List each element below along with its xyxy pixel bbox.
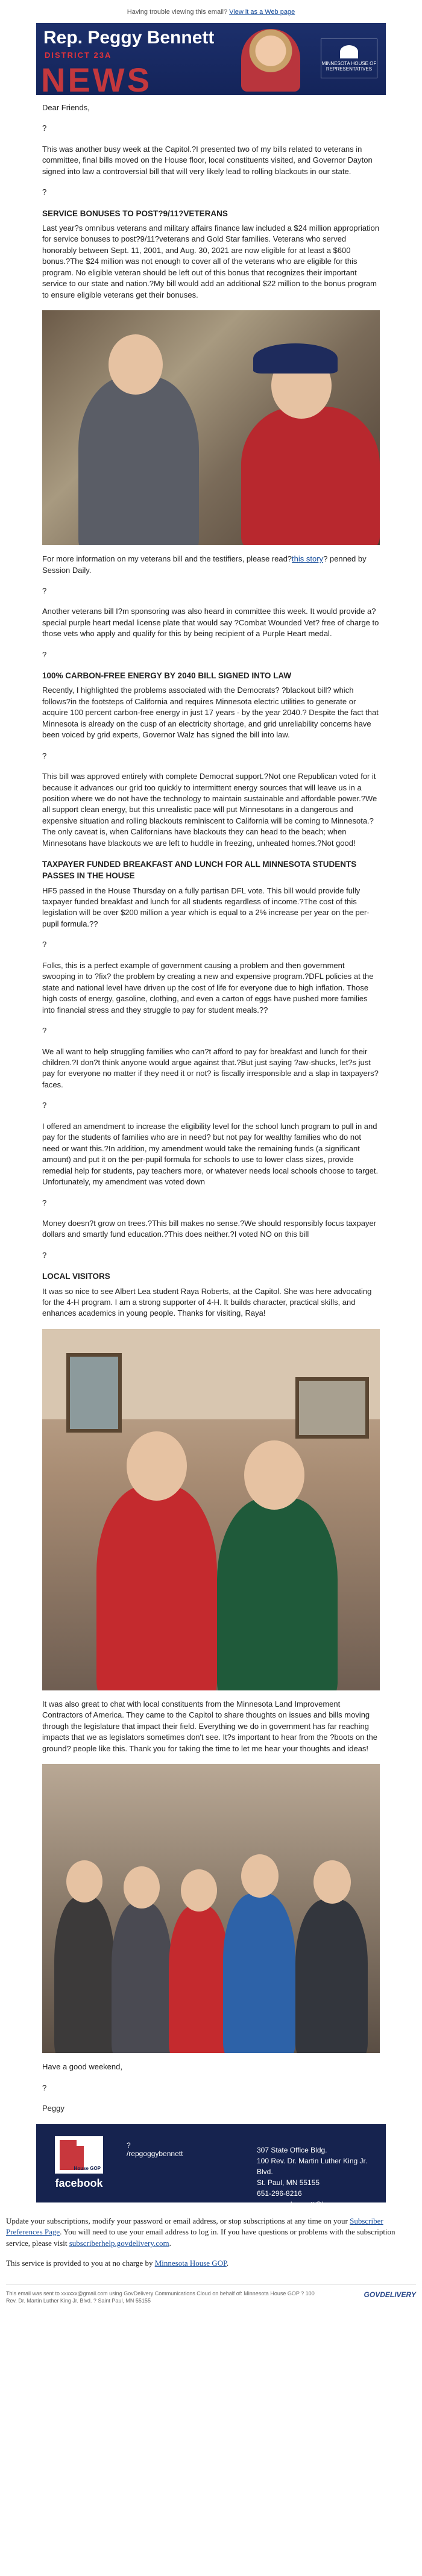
footer-logos bbox=[36, 2124, 122, 2202]
footer-spacer: ? bbox=[127, 2140, 131, 2149]
subscription-line bbox=[6, 2216, 416, 2250]
view-as-web-page-link[interactable]: View it as a Web page bbox=[229, 8, 295, 16]
subscriber-help-link[interactable]: subscriberhelp.govdelivery.com bbox=[69, 2239, 169, 2248]
email-container bbox=[36, 23, 386, 2209]
spacer-text: ? bbox=[42, 2083, 47, 2092]
photo-person-head bbox=[109, 334, 163, 395]
subscription-post: . bbox=[169, 2239, 171, 2248]
footer-social bbox=[122, 2124, 252, 2202]
photo-person bbox=[223, 1893, 295, 2053]
photo-person-head bbox=[66, 1860, 102, 1902]
spacer-text: ? bbox=[42, 123, 47, 133]
provider-pre: This service is provided to you at no charge by bbox=[6, 2259, 155, 2268]
footer-contact bbox=[252, 2124, 386, 2209]
header-banner bbox=[36, 23, 386, 95]
veterans-paragraph: Last year?s omnibus veterans and military affairs finance law included a $24 million appropriation for service bonuses to post?9/11?veterans and Gold Star families. Veterans who served honorably between Sept. 11, 2001, and Aug. 30, 2021 are now eligible for at least a $600 bonus.?The $24 million was not enough to cover all of the veterans who are eligible for this program. No eligible veteran should be left out of this bonus that recognizes their important service to our state and nation.?My bill would add an additional $22 million to the bonus program to ensure eligible veterans get their bonuses. bbox=[42, 223, 380, 299]
house-gop-logo-text: House GOP bbox=[74, 2166, 101, 2171]
address-line-1: 307 State Office Bldg. bbox=[257, 2145, 327, 2154]
email-link[interactable]: rep.peggy.bennett@house.mn bbox=[257, 2199, 354, 2209]
visitors-heading: LOCAL VISITORS bbox=[42, 1272, 110, 1281]
spacer-text: ? bbox=[42, 940, 47, 949]
student-visitor-photo bbox=[42, 1329, 380, 1690]
energy-paragraph: Recently, I highlighted the problems associated with the Democrats? ?blackout bill? which follows?in the footsteps of California and requires Minnesota electric utilities to generate or acquire 100 percent carbon-free energy in just 17 years - by the year 2040.? Despite the fact that Minnesota is already on the cusp of an electricity shortage, and grid unreliability concerns have been voiced by grid experts, Governor Walz has signed the bill into law. bbox=[42, 686, 379, 740]
capitol-label: MINNESOTA HOUSE OF REPRESENTATIVES bbox=[321, 61, 377, 72]
address-line-3: St. Paul, MN 55155 bbox=[257, 2178, 320, 2187]
closing: Have a good weekend, bbox=[42, 2062, 122, 2072]
more-info-post: ? penned by Session Daily. bbox=[42, 554, 367, 575]
footer bbox=[36, 2124, 386, 2209]
photo-person bbox=[112, 1902, 172, 2053]
photo-person-head bbox=[241, 1854, 279, 1898]
photo-person-head bbox=[313, 1860, 351, 1904]
spacer-text: ? bbox=[42, 751, 47, 760]
photo-person-head bbox=[244, 1440, 304, 1510]
subscription-pre: Update your subscriptions, modify your password or email address, or stop subscriptions at any time on your bbox=[6, 2216, 350, 2225]
spacer-text: ? bbox=[42, 586, 47, 595]
representative-portrait bbox=[241, 29, 300, 92]
spacer-text: ? bbox=[42, 187, 47, 197]
photo-person bbox=[169, 1905, 229, 2053]
photo-person bbox=[96, 1486, 217, 1690]
more-info-paragraph bbox=[42, 554, 380, 576]
contractors-group-photo bbox=[42, 1764, 380, 2053]
visitors-paragraph-2: It was also great to chat with local constituents from the Minnesota Land Improvement Contractors of America. They came to the Capitol to share thoughts on issues and bills moving through the legislature that impact their field. Everything we do in government has far reaching impacts that we as legislators sometimes don't see. It?s important to hear from the ?boots on the ground? people like this. Thank you for taking the time to let me hear your thoughts and ideas! bbox=[42, 1699, 377, 1753]
photo-person bbox=[295, 1899, 368, 2053]
energy-paragraph-2: This bill was approved entirely with complete Democrat support.?Not one Republican voted for it because it advances our grid too quickly to intermittent energy sources that will leave us in a position where we do not have the technology to maintain sustainable and affordable power.?We all support clean energy, but this unrealistic pace will put Minnesotans in a dangerous and expensive situation and rolling blackouts reminiscent to California will be coming to Minnesota.?The only caveat is, when Californians have blackouts they can head to the beach; when Minnesotans have blackouts we are left to huddle in freezing, unheated homes.?Not good! bbox=[42, 772, 377, 848]
lunch-paragraph: HF5 passed in the House Thursday on a fully partisan DFL vote. This bill would provide fully taxpayer funded breakfast and lunch for all students regardless of income.?The cost of this legislation will be over $200 million a year which is equal to a 2% increase per year on the per-pupil formula.?? bbox=[42, 886, 370, 928]
lunch-paragraph-5: Money doesn?t grow on trees.?This bill makes no sense.?We should responsibly focus taxpayer dollars and smartly fund education.?This does neither.?I voted NO on this bill bbox=[42, 1219, 376, 1239]
committee-photo bbox=[42, 310, 380, 545]
veterans-heading: SERVICE BONUSES TO POST?9/11?VETERANS bbox=[42, 208, 228, 218]
provider-line bbox=[6, 2258, 416, 2269]
house-seal-logo bbox=[321, 39, 377, 78]
subscription-mid: . You will need to use your email address to log in. If you have questions or problems with the subscription service, please visit bbox=[6, 2227, 395, 2248]
facebook-icon[interactable]: facebook bbox=[55, 2177, 103, 2189]
lunch-paragraph-2: Folks, this is a perfect example of government causing a problem and then government swooping in to ?fix? the problem by creating a new and expensive program.?DFL policies at the state and national level have driven up the cost of life for everyone due to high inflation. Those high costs of energy, gasoline, clothing, and even a carton of eggs have pushed more families into financial stress and they struggle to pay for student meals.?? bbox=[42, 960, 374, 1014]
lunch-heading: TAXPAYER FUNDED BREAKFAST AND LUNCH FOR ALL MINNESOTA STUDENTS PASSES IN THE HOUSE bbox=[42, 860, 357, 881]
wall-frame bbox=[66, 1353, 122, 1433]
spacer-text: ? bbox=[42, 649, 47, 659]
govdelivery-logo[interactable]: GOVDELIVERY bbox=[364, 2290, 416, 2299]
visitors-paragraph: It was so nice to see Albert Lea student Raya Roberts, at the Capitol. She was here advocating for the 4-H program. I am a strong supporter of 4-H. It builds character, practical skills, and enhances academics in young people. Thanks for visiting, Raya! bbox=[42, 1286, 372, 1318]
military-cap bbox=[253, 343, 338, 374]
energy-heading: 100% CARBON-FREE ENERGY BY 2040 BILL SIGNED INTO LAW bbox=[42, 671, 292, 681]
spacer-text: ? bbox=[42, 1198, 47, 1207]
photo-person bbox=[241, 407, 380, 545]
house-gop-logo[interactable] bbox=[55, 2136, 103, 2174]
photo-person-head bbox=[127, 1431, 187, 1501]
spacer-text: ? bbox=[42, 1250, 47, 1260]
banner-news: NEWS bbox=[41, 61, 152, 95]
lunch-paragraph-3: We all want to help struggling families who can?t afford to pay for breakfast and lunch for their children.?I don?t think anyone would argue against that.?But just saying ?aw-shucks, let?s just pay for everyone no matter if they need it or not? is fiscally irresponsible and a slap in taxpayers? faces. bbox=[42, 1046, 379, 1089]
more-info-pre: For more information on my veterans bill and the testifiers, please read? bbox=[42, 554, 292, 564]
spacer-text: ? bbox=[42, 1026, 47, 1036]
spacer-text: ? bbox=[42, 1101, 47, 1110]
subscription-footer bbox=[6, 2216, 416, 2305]
photo-person bbox=[78, 377, 199, 545]
capitol-dome-icon bbox=[340, 45, 358, 58]
web-view-notice bbox=[0, 0, 422, 23]
lunch-paragraph-4: I offered an amendment to increase the eligibility level for the school lunch program to pull in and pay for the students of families who are in need? but not pay for wealthy families who do not need or want this.?In addition, my amendment would take the remaining funds (a significant amount) and put it on the per-pupil formula for schools to use to lower class sizes, provide remedial help for students, pay teachers more, or whatever needs local schools choose to target. Unfortunately, my amendment was voted down bbox=[42, 1121, 379, 1187]
phone-number: 651-296-8216 bbox=[257, 2189, 302, 2198]
web-view-notice-text: Having trouble viewing this email? bbox=[127, 8, 230, 16]
this-story-link[interactable]: this story bbox=[292, 554, 324, 564]
banner-district: DISTRICT 23A bbox=[45, 51, 112, 60]
house-gop-link[interactable]: Minnesota House GOP bbox=[154, 2259, 227, 2268]
photo-person-head bbox=[124, 1866, 160, 1909]
provider-post: . bbox=[226, 2259, 229, 2268]
subscriber-preferences-link[interactable]: Subscriber Preferences Page bbox=[6, 2216, 383, 2237]
fineprint-text: This email was sent to xxxxxx@gmail.com using GovDelivery Communications Cloud on behalf of: Minnesota House GOP ? 100 Rev. Dr. Martin Luther King Jr. Blvd. ? Saint Paul, MN 55155 bbox=[6, 2290, 315, 2304]
newsletter-body bbox=[36, 95, 386, 2115]
address-line-2: 100 Rev. Dr. Martin Luther King Jr. Blvd. bbox=[257, 2156, 368, 2176]
banner-title: Rep. Peggy Bennett bbox=[43, 28, 215, 48]
signature: Peggy bbox=[42, 2104, 65, 2113]
photo-person bbox=[217, 1498, 338, 1690]
intro-paragraph: This was another busy week at the Capitol.?I presented two of my bills related to veterans in committee, final bills moved on the House floor, local constituents visited, and Governor Dayton signed into law a controversial bill that will very likely lead to rolling blackouts in our state. bbox=[42, 144, 373, 176]
facebook-handle[interactable]: /repgoggybennett bbox=[127, 2149, 183, 2158]
wall-frame bbox=[295, 1377, 369, 1439]
fineprint bbox=[6, 2290, 416, 2304]
purple-heart-paragraph: Another veterans bill I?m sponsoring was also heard in committee this week. It would provide a?special purple heart medal license plate that would say ?Combat Wounded Vet? free of charge to those vets who apply and qualify for this by being recipient of a Purple Heart medal. bbox=[42, 607, 379, 639]
photo-person bbox=[54, 1896, 115, 2053]
greeting: Dear Friends, bbox=[42, 103, 90, 112]
photo-person-head bbox=[181, 1869, 217, 1912]
